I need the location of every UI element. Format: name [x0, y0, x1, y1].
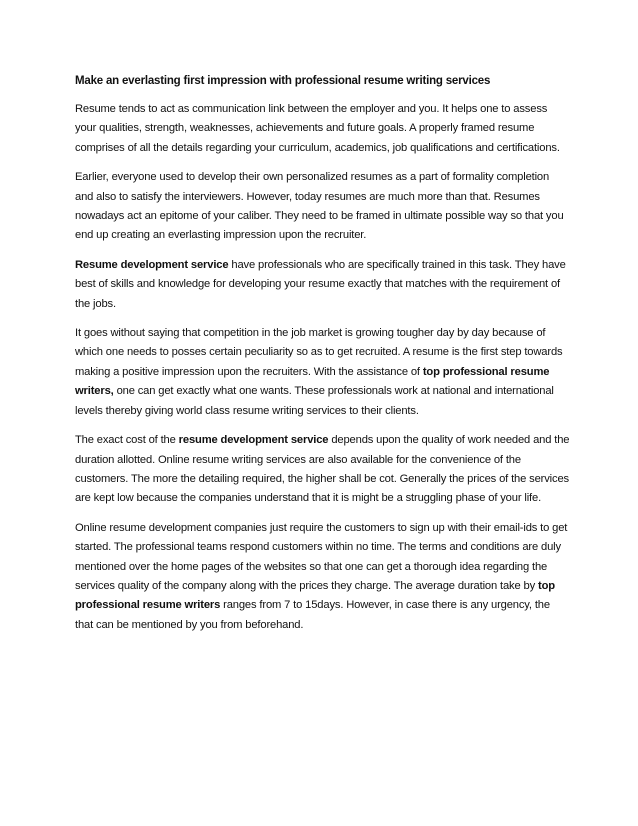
paragraph-6-bold: top professional resume writers: [75, 579, 555, 612]
paragraph-4-text-a: It goes without saying that competition in the job market is growing tougher day by day because of which one needs to posses certain peculiarity so as to get recruited. A resume is the first step towards making a positive impression upon the recruiters. With the assistance of: [75, 327, 563, 378]
paragraph-1: Resume tends to act as communication link between the employer and you. It helps one to assess your qualities, strength, weaknesses, achievements and future goals. A properly framed resume comprises of all the details regarding your curriculum, academics, job qualifications and certifications.: [75, 103, 560, 154]
paragraph-3: [75, 256, 570, 314]
paragraph-5-bold: resume development service: [178, 434, 329, 447]
paragraph-6-text-a: Online resume development companies just require the customers to sign up with their email-ids to get started. The professional teams respond customers within no time. The terms and conditions are duly mentioned over the home pages of the websites so that one can get a thorough idea regarding the services quality of the company along with the prices they charge. The average duration take by: [75, 521, 568, 592]
paragraph-2: Earlier, everyone used to develop their own personalized resumes as a part of formality completion and also to satisfy the interviewers. However, today resumes are much more than that. Resumes nowadays act an epitome of your caliber. They need to be framed in ultimate possible way so that you end up creating an everlasting impression upon the recruiter.: [75, 171, 564, 242]
paragraph-3-bold: Resume development service: [75, 258, 229, 271]
paragraph-5-text-a: The exact cost of the: [75, 434, 179, 447]
paragraph-4: [75, 324, 570, 421]
paragraph-3-text: have professionals who are specifically trained in this task. They have best of skills and knowledge for developing your resume exactly that matches with the requirement of the jobs.: [75, 258, 566, 310]
paragraph-6: [75, 519, 570, 635]
document-page: [75, 72, 570, 645]
paragraph-5: [75, 431, 570, 509]
paragraph-4-bold: top professional resume writers,: [75, 365, 550, 398]
document-heading: Make an everlasting first impression with professional resume writing services: [75, 75, 491, 87]
paragraph-5-text-b: depends upon the quality of work needed and the duration allotted. Online resume writing services are also available for the convenience of the customers. The more the detailing required, the higher shall be cot. Generally the prices of the services are kept low because the companies understand that it is might be a struggling phase of your life.: [75, 434, 570, 505]
paragraph-6-text-b: ranges from 7 to 15days. However, in case there is any urgency, the that can be mentioned by you from beforehand.: [75, 599, 550, 631]
paragraph-4-text-b: one can get exactly what one wants. These professionals work at national and international levels thereby giving world class resume writing services to their clients.: [75, 385, 554, 417]
